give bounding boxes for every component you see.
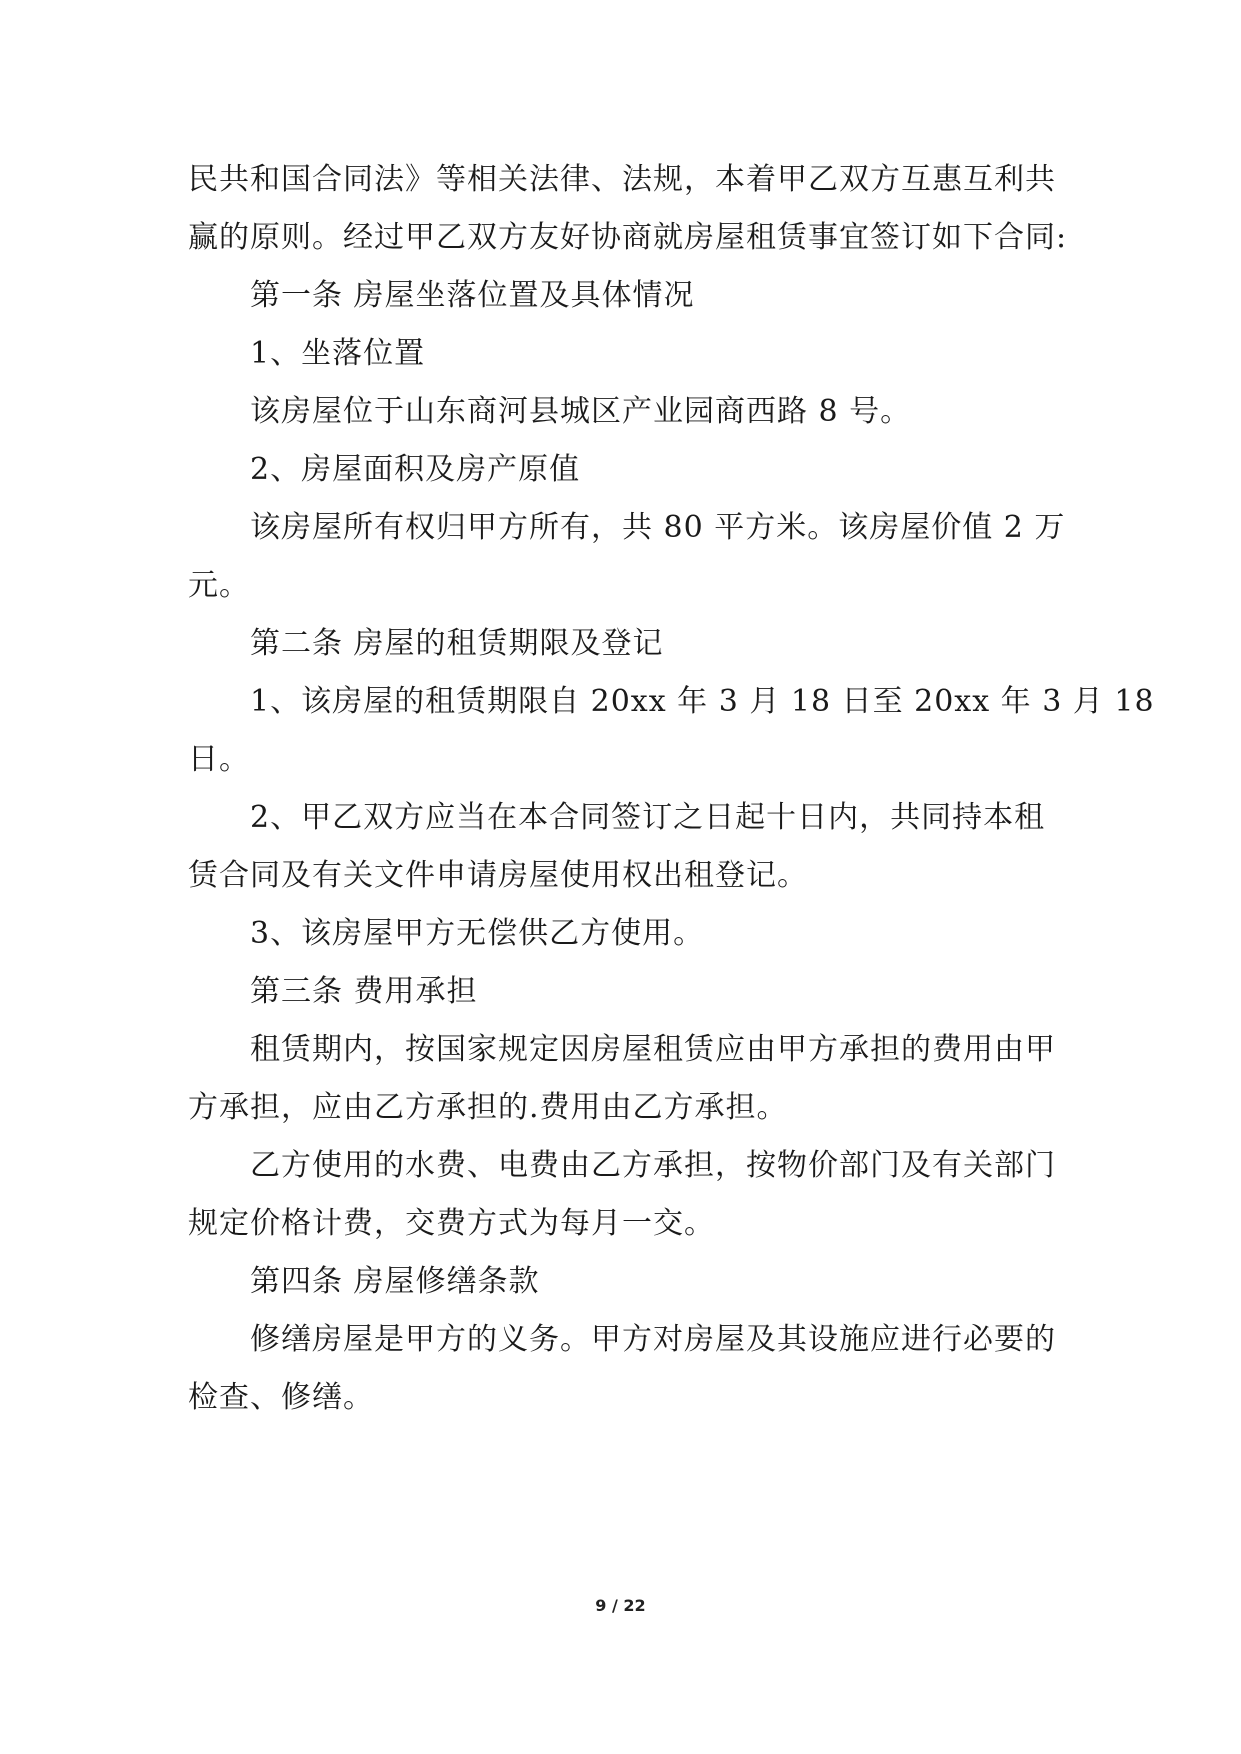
text-line: 第三条 费用承担 [250, 974, 478, 1009]
text-line: 1、该房屋的租赁期限自 20xx 年 3 月 18 日至 20xx 年 3 月 18 [250, 684, 1155, 719]
text-line: 第一条 房屋坐落位置及具体情况 [250, 278, 695, 313]
text-line: 乙方使用的水费、电费由乙方承担，按物价部门及有关部门 [250, 1148, 1056, 1183]
text-line: 2、房屋面积及房产原值 [250, 452, 581, 487]
text-line: 检查、修缮。 [188, 1380, 374, 1415]
text-line: 赁合同及有关文件申请房屋使用权出租登记。 [188, 858, 808, 893]
page-number: 9 / 22 [595, 1596, 646, 1615]
text-line: 方承担，应由乙方承担的.费用由乙方承担。 [188, 1090, 788, 1125]
text-line: 租赁期内，按国家规定因房屋租赁应由甲方承担的费用由甲 [250, 1032, 1056, 1067]
text-line: 修缮房屋是甲方的义务。甲方对房屋及其设施应进行必要的 [250, 1322, 1056, 1357]
text-line: 该房屋所有权归甲方所有，共 80 平方米。该房屋价值 2 万 [250, 510, 1066, 545]
text-line: 第二条 房屋的租赁期限及登记 [250, 626, 664, 661]
text-line: 2、甲乙双方应当在本合同签订之日起十日内，共同持本租 [250, 800, 1046, 835]
text-line: 日。 [188, 742, 250, 777]
text-line: 该房屋位于山东商河县城区产业园商西路 8 号。 [250, 394, 912, 429]
text-line: 民共和国合同法》等相关法律、法规，本着甲乙双方互惠互利共 [188, 162, 1056, 197]
text-line: 规定价格计费，交费方式为每月一交。 [188, 1206, 715, 1241]
text-line: 1、坐落位置 [250, 336, 426, 371]
text-line: 第四条 房屋修缮条款 [250, 1264, 540, 1299]
text-line: 3、该房屋甲方无偿供乙方使用。 [250, 916, 705, 951]
document-body [188, 160, 1155, 1436]
text-line: 元。 [188, 568, 250, 603]
text-line: 赢的原则。经过甲乙双方友好协商就房屋租赁事宜签订如下合同: [188, 220, 1068, 255]
